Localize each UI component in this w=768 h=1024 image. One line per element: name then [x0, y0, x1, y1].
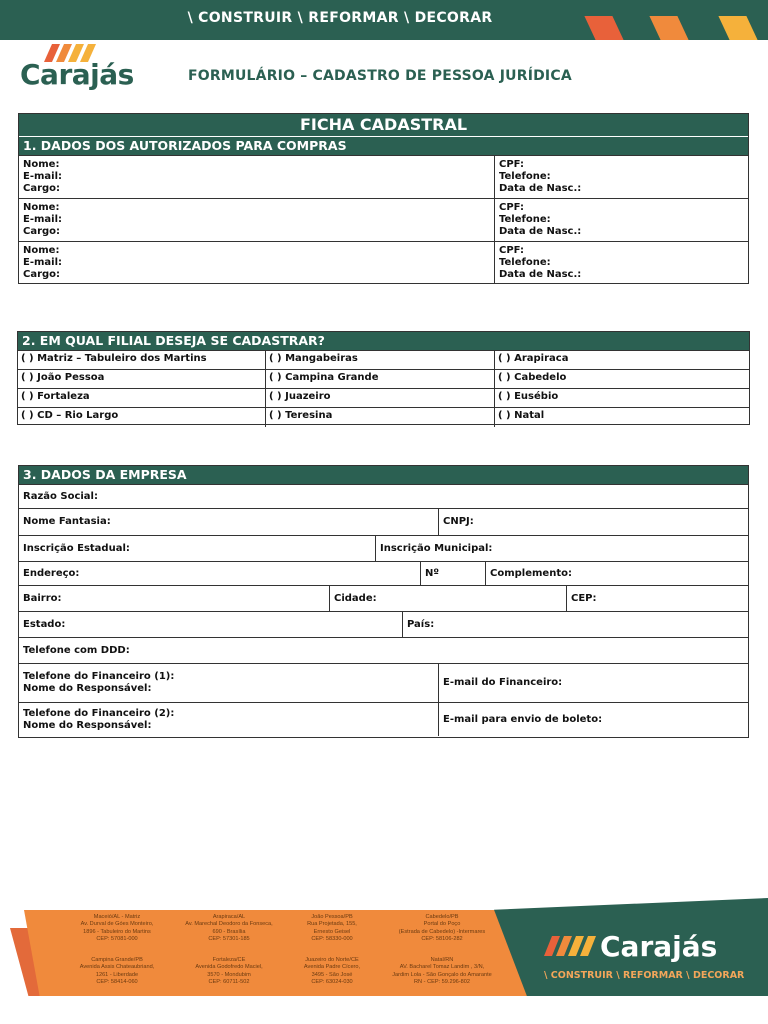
razao-social-field[interactable]: Razão Social:: [23, 490, 98, 502]
financeiro-1-field[interactable]: [19, 664, 439, 702]
branch-option-fortaleza[interactable]: ( ) Fortaleza: [18, 389, 266, 407]
estado-field[interactable]: Estado:: [19, 612, 403, 637]
cep-field[interactable]: CEP:: [571, 592, 597, 604]
section1-title: 1. DADOS DOS AUTORIZADOS PARA COMPRAS: [19, 137, 748, 156]
branch-option-matriz[interactable]: ( ) Matriz – Tabuleiro dos Martins: [18, 351, 266, 369]
carajas-logo: [20, 44, 140, 94]
complemento-field[interactable]: Complemento:: [490, 567, 572, 579]
cpf-label: CPF:: [499, 159, 524, 170]
top-banner: [0, 0, 768, 40]
branch-row: [18, 351, 749, 370]
company-row: [19, 612, 748, 638]
name-label: Nome:: [23, 202, 60, 213]
financeiro-2-label: Telefone do Financeiro (2):: [23, 707, 175, 719]
authorized-row: [19, 156, 748, 199]
bairro-field[interactable]: Bairro:: [19, 586, 330, 611]
cargo-label: Cargo:: [23, 269, 61, 280]
name-label: Nome:: [23, 159, 60, 170]
cpf-label: CPF:: [499, 202, 524, 213]
authorized-row: [19, 199, 748, 242]
company-row: [19, 586, 748, 612]
responsavel-label: Nome do Responsável:: [23, 719, 152, 731]
company-row: [19, 562, 748, 586]
name-label: Nome:: [23, 245, 60, 256]
branch-option-juazeiro[interactable]: ( ) Juazeiro: [266, 389, 495, 407]
birthdate-label: Data de Nasc.:: [499, 269, 582, 280]
email-financeiro-field[interactable]: E-mail do Financeiro:: [443, 677, 563, 688]
inscricao-municipal-field[interactable]: Inscrição Municipal:: [380, 542, 493, 554]
nome-fantasia-field[interactable]: Nome Fantasia:: [19, 509, 439, 535]
authorized-left[interactable]: [19, 156, 495, 198]
cpf-label: CPF:: [499, 245, 524, 256]
authorized-right[interactable]: [495, 242, 748, 284]
footer-slogan: \ CONSTRUIR \ REFORMAR \ DECORAR: [544, 970, 745, 981]
company-row: [19, 664, 748, 703]
address-campina-grande: Campina Grande/PB Avenida Assis Chateaubriand, 1261 - Liberdade CEP: 58414-060: [79, 957, 155, 986]
email-label: E-mail:: [23, 171, 63, 182]
header-slogan: \ CONSTRUIR \ REFORMAR \ DECORAR: [187, 10, 493, 26]
address-arapiraca: Arapiraca/AL Av. Marechal Deodoro da Fonseca, 690 - Brasília CEP: 57301-185: [185, 914, 273, 943]
branch-option-cabedelo[interactable]: ( ) Cabedelo: [498, 372, 567, 383]
page-title: FORMULÁRIO – CADASTRO DE PESSOA JURÍDICA: [188, 68, 572, 84]
phone-label: Telefone:: [499, 171, 551, 182]
birthdate-label: Data de Nasc.:: [499, 226, 582, 237]
branch-section: [17, 331, 750, 425]
cidade-field[interactable]: Cidade:: [330, 586, 567, 611]
footer-logo-mark-icon: [544, 936, 604, 956]
branch-option-mangabeiras[interactable]: ( ) Mangabeiras: [266, 351, 495, 369]
authorized-left[interactable]: [19, 199, 495, 241]
financeiro-1-label: Telefone do Financeiro (1):: [23, 671, 175, 682]
branch-option-eusebio[interactable]: ( ) Eusébio: [498, 391, 559, 402]
branch-option-teresina[interactable]: ( ) Teresina: [266, 408, 495, 427]
phone-label: Telefone:: [499, 214, 551, 225]
branch-option-campina-grande[interactable]: ( ) Campina Grande: [266, 370, 495, 388]
authorized-right[interactable]: [495, 199, 748, 241]
branch-row: [18, 370, 749, 389]
section2-title: 2. EM QUAL FILIAL DESEJA SE CADASTRAR?: [18, 332, 749, 351]
branch-row: [18, 389, 749, 408]
branch-row: [18, 408, 749, 427]
authorized-persons: [19, 156, 748, 284]
authorized-left[interactable]: [19, 242, 495, 284]
stripe-2: [649, 16, 688, 40]
company-row: [19, 703, 748, 736]
address-natal: Natal/RN AV. Bacharel Tomaz Landim , 3/N, Jardim Lola - São Gonçalo do Amarante RN - CEP: 59.296-802: [392, 957, 492, 986]
pais-field[interactable]: País:: [407, 618, 435, 630]
branch-option-cd-rio-largo[interactable]: ( ) CD – Rio Largo: [18, 408, 266, 427]
cargo-label: Cargo:: [23, 226, 61, 237]
email-boleto-field[interactable]: E-mail para envio de boleto:: [443, 713, 603, 725]
financeiro-2-field[interactable]: [19, 703, 439, 736]
company-row: [19, 509, 748, 536]
address-joao-pessoa: João Pessoa/PB Rua Projetada, 155, Ernesto Geisel CEP: 58330-000: [307, 914, 357, 943]
branch-option-joao-pessoa[interactable]: ( ) João Pessoa: [18, 370, 266, 388]
company-row: [19, 638, 748, 664]
company-section: [18, 465, 749, 738]
responsavel-label: Nome do Responsável:: [23, 683, 152, 694]
cargo-label: Cargo:: [23, 183, 61, 194]
branch-option-natal[interactable]: ( ) Natal: [498, 410, 545, 421]
endereco-field[interactable]: Endereço:: [19, 562, 421, 585]
company-row: [19, 485, 748, 509]
address-cabedelo: Cabedelo/PB Portal do Poço (Estrada de Cabedelo) -Intermares CEP: 58106-282: [398, 914, 486, 943]
cnpj-field[interactable]: CNPJ:: [443, 516, 474, 527]
email-label: E-mail:: [23, 257, 63, 268]
numero-field[interactable]: Nº: [421, 562, 486, 585]
birthdate-label: Data de Nasc.:: [499, 183, 582, 194]
ficha-cadastral-section: [18, 113, 749, 284]
authorized-right[interactable]: [495, 156, 748, 198]
authorized-row: [19, 242, 748, 284]
stripe-3: [718, 16, 757, 40]
phone-label: Telefone:: [499, 257, 551, 268]
branch-option-arapiraca[interactable]: ( ) Arapiraca: [498, 353, 569, 364]
section3-title: 3. DADOS DA EMPRESA: [19, 466, 748, 485]
telefone-ddd-field[interactable]: Telefone com DDD:: [23, 644, 130, 656]
address-fortaleza: Fortaleza/CE Avenida Godofredo Maciel, 3570 - Mondubim CEP: 60711-502: [195, 957, 263, 986]
inscricao-estadual-field[interactable]: Inscrição Estadual:: [19, 536, 376, 561]
logo-text: Carajás: [20, 58, 134, 91]
ficha-title: FICHA CADASTRAL: [19, 114, 748, 137]
footer-logo-text: Carajás: [600, 930, 718, 963]
address-juazeiro: Juazeiro do Norte/CE Avenida Padre Cícero, 3495 - São José CEP: 63024-030: [303, 957, 361, 986]
address-maceio: Maceió/AL - Matriz Av. Durval de Góes Monteiro, 1896 - Tabuleiro do Martins CEP: 57081-000: [80, 914, 154, 943]
email-label: E-mail:: [23, 214, 63, 225]
company-row: [19, 536, 748, 562]
